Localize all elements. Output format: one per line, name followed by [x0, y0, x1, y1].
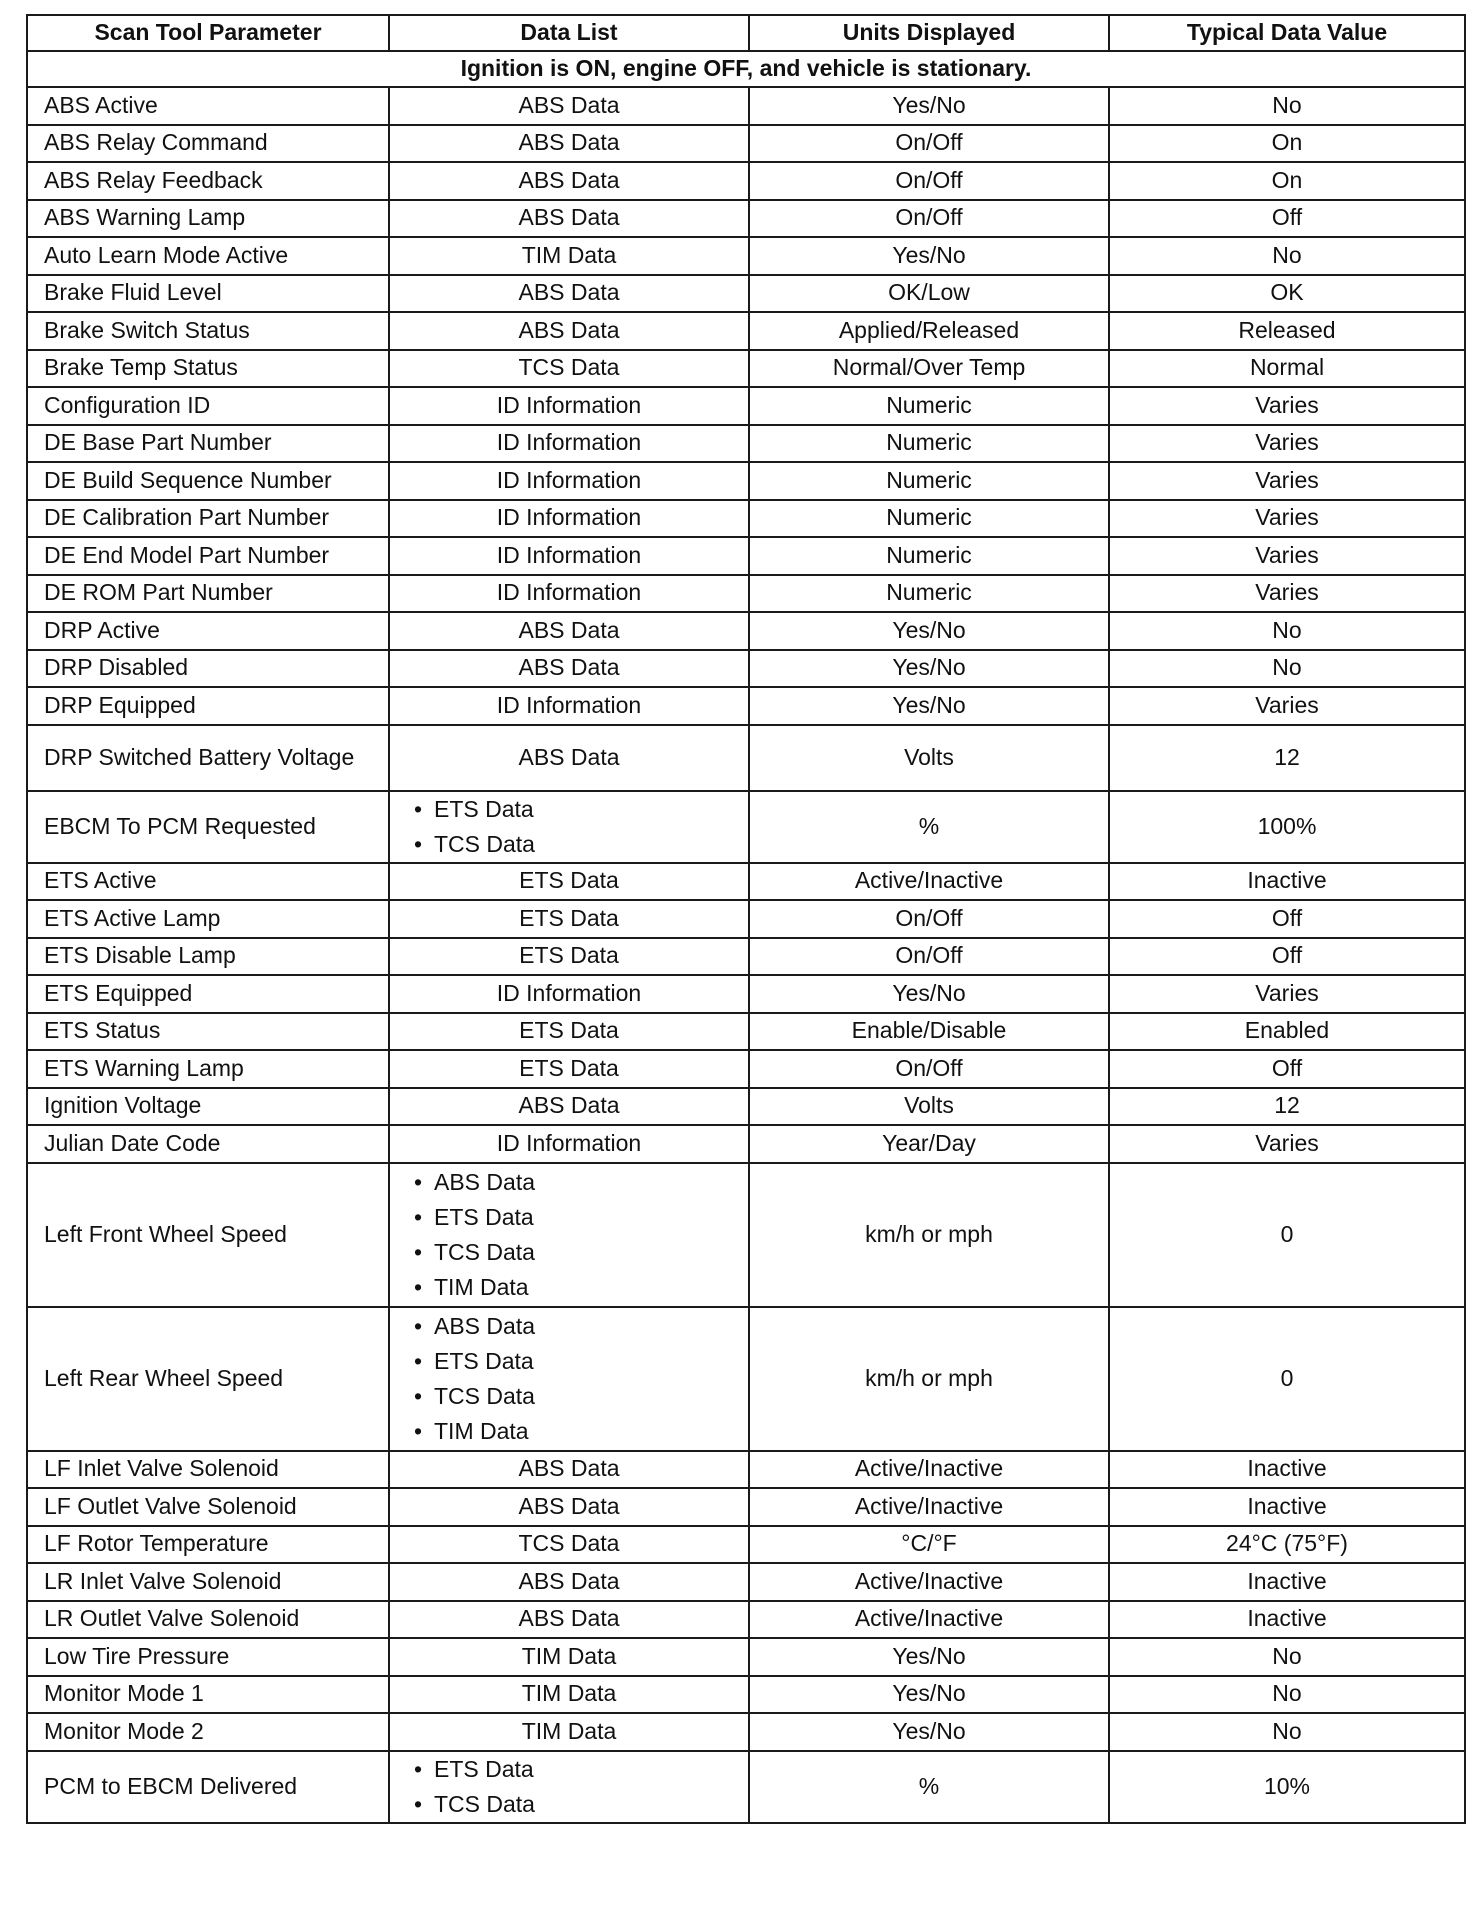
data-list-cell: [389, 1751, 749, 1823]
data-list: [412, 1752, 736, 1822]
typical-value-cell: Varies: [1109, 462, 1465, 500]
table-row: [27, 537, 1465, 575]
table-row: [27, 1451, 1465, 1489]
parameter-cell: ABS Relay Command: [27, 125, 389, 163]
typical-value-cell: No: [1109, 1638, 1465, 1676]
units-cell: %: [749, 1751, 1109, 1823]
table-row: [27, 863, 1465, 901]
table-row: [27, 725, 1465, 791]
parameter-cell: Brake Switch Status: [27, 312, 389, 350]
header-data-list: Data List: [389, 15, 749, 51]
table-row: [27, 1050, 1465, 1088]
data-list-cell: ABS Data: [389, 125, 749, 163]
data-list-item: • TCS Data: [412, 1235, 736, 1270]
data-list-cell: ID Information: [389, 537, 749, 575]
units-cell: Yes/No: [749, 975, 1109, 1013]
data-list-cell: TIM Data: [389, 237, 749, 275]
data-list-item: • ABS Data: [412, 1309, 736, 1344]
data-list-cell: ETS Data: [389, 1013, 749, 1051]
data-list-cell: TIM Data: [389, 1676, 749, 1714]
data-list-cell: TCS Data: [389, 1526, 749, 1564]
parameter-cell: Configuration ID: [27, 387, 389, 425]
typical-value-cell: Off: [1109, 200, 1465, 238]
typical-value-cell: Inactive: [1109, 1601, 1465, 1639]
units-cell: Year/Day: [749, 1125, 1109, 1163]
data-list-cell: [389, 1163, 749, 1307]
table-body: [27, 51, 1465, 1823]
data-list-item: • TCS Data: [412, 827, 736, 862]
units-cell: Active/Inactive: [749, 1601, 1109, 1639]
units-cell: Active/Inactive: [749, 1563, 1109, 1601]
data-list-cell: ID Information: [389, 425, 749, 463]
parameter-cell: LF Rotor Temperature: [27, 1526, 389, 1564]
parameter-cell: ABS Active: [27, 87, 389, 125]
parameter-cell: Monitor Mode 2: [27, 1713, 389, 1751]
units-cell: Yes/No: [749, 650, 1109, 688]
table-row: [27, 1563, 1465, 1601]
condition-text: Ignition is ON, engine OFF, and vehicle is stationary.: [27, 51, 1465, 87]
units-cell: Yes/No: [749, 1713, 1109, 1751]
data-list-cell: ID Information: [389, 462, 749, 500]
data-list-cell: ABS Data: [389, 1451, 749, 1489]
header-units-displayed: Units Displayed: [749, 15, 1109, 51]
data-list-cell: ETS Data: [389, 1050, 749, 1088]
typical-value-cell: 10%: [1109, 1751, 1465, 1823]
data-list-cell: ABS Data: [389, 1088, 749, 1126]
table-row: [27, 1163, 1465, 1307]
table-row: [27, 900, 1465, 938]
data-list-cell: ID Information: [389, 975, 749, 1013]
table-row: [27, 791, 1465, 863]
units-cell: Yes/No: [749, 612, 1109, 650]
table-row: [27, 612, 1465, 650]
data-list: [412, 1165, 736, 1305]
typical-value-cell: 0: [1109, 1307, 1465, 1451]
units-cell: Numeric: [749, 575, 1109, 613]
table-row: [27, 1125, 1465, 1163]
data-list: [412, 792, 736, 862]
parameter-cell: EBCM To PCM Requested: [27, 791, 389, 863]
typical-value-cell: Off: [1109, 1050, 1465, 1088]
typical-value-cell: Varies: [1109, 537, 1465, 575]
data-list-cell: ABS Data: [389, 1563, 749, 1601]
table-row: [27, 975, 1465, 1013]
data-list-item: • ETS Data: [412, 1344, 736, 1379]
units-cell: On/Off: [749, 938, 1109, 976]
table-row: [27, 1088, 1465, 1126]
table-row: [27, 938, 1465, 976]
parameter-cell: DE Build Sequence Number: [27, 462, 389, 500]
table-row: [27, 87, 1465, 125]
units-cell: km/h or mph: [749, 1163, 1109, 1307]
units-cell: Numeric: [749, 425, 1109, 463]
typical-value-cell: Varies: [1109, 425, 1465, 463]
units-cell: Numeric: [749, 387, 1109, 425]
units-cell: Volts: [749, 725, 1109, 791]
units-cell: Numeric: [749, 537, 1109, 575]
typical-value-cell: 100%: [1109, 791, 1465, 863]
typical-value-cell: No: [1109, 1713, 1465, 1751]
units-cell: Yes/No: [749, 87, 1109, 125]
data-list-cell: ETS Data: [389, 900, 749, 938]
data-list-cell: ETS Data: [389, 863, 749, 901]
parameter-cell: DRP Active: [27, 612, 389, 650]
table-row: [27, 650, 1465, 688]
typical-value-cell: No: [1109, 237, 1465, 275]
parameter-cell: LR Outlet Valve Solenoid: [27, 1601, 389, 1639]
units-cell: Active/Inactive: [749, 1488, 1109, 1526]
header-scan-tool-parameter: Scan Tool Parameter: [27, 15, 389, 51]
units-cell: km/h or mph: [749, 1307, 1109, 1451]
parameter-cell: Julian Date Code: [27, 1125, 389, 1163]
data-list-cell: ABS Data: [389, 1601, 749, 1639]
parameter-cell: DE Base Part Number: [27, 425, 389, 463]
data-list-cell: ABS Data: [389, 162, 749, 200]
units-cell: °C/°F: [749, 1526, 1109, 1564]
typical-value-cell: 24°C (75°F): [1109, 1526, 1465, 1564]
units-cell: Numeric: [749, 462, 1109, 500]
units-cell: Enable/Disable: [749, 1013, 1109, 1051]
units-cell: On/Off: [749, 1050, 1109, 1088]
typical-value-cell: No: [1109, 650, 1465, 688]
data-list: [412, 1309, 736, 1449]
data-list-cell: TCS Data: [389, 350, 749, 388]
data-list-item: • ETS Data: [412, 1200, 736, 1235]
data-list-item: • TCS Data: [412, 1379, 736, 1414]
typical-value-cell: Varies: [1109, 687, 1465, 725]
parameter-cell: DE Calibration Part Number: [27, 500, 389, 538]
parameter-cell: Low Tire Pressure: [27, 1638, 389, 1676]
typical-value-cell: Off: [1109, 900, 1465, 938]
data-list-cell: ABS Data: [389, 650, 749, 688]
data-list-cell: ID Information: [389, 687, 749, 725]
parameter-cell: DRP Equipped: [27, 687, 389, 725]
table-row: [27, 387, 1465, 425]
parameter-cell: ETS Status: [27, 1013, 389, 1051]
typical-value-cell: No: [1109, 1676, 1465, 1714]
data-list-item: • TCS Data: [412, 1787, 736, 1822]
typical-value-cell: No: [1109, 612, 1465, 650]
parameter-cell: DRP Disabled: [27, 650, 389, 688]
units-cell: On/Off: [749, 162, 1109, 200]
units-cell: Numeric: [749, 500, 1109, 538]
table-row: [27, 1638, 1465, 1676]
data-list-item: • ABS Data: [412, 1165, 736, 1200]
table-row: [27, 237, 1465, 275]
typical-value-cell: Off: [1109, 938, 1465, 976]
table-row: [27, 500, 1465, 538]
typical-value-cell: Inactive: [1109, 1488, 1465, 1526]
data-list-cell: ID Information: [389, 500, 749, 538]
typical-value-cell: On: [1109, 162, 1465, 200]
data-list-cell: [389, 1307, 749, 1451]
condition-row: [27, 51, 1465, 87]
scan-tool-data-table: [26, 14, 1466, 1824]
parameter-cell: DRP Switched Battery Voltage: [27, 725, 389, 791]
units-cell: %: [749, 791, 1109, 863]
data-list-cell: [389, 791, 749, 863]
typical-value-cell: Varies: [1109, 500, 1465, 538]
parameter-cell: Brake Fluid Level: [27, 275, 389, 313]
units-cell: Yes/No: [749, 237, 1109, 275]
table-header: [27, 15, 1465, 51]
table-row: [27, 425, 1465, 463]
data-list-cell: ABS Data: [389, 725, 749, 791]
header-typical-data-value: Typical Data Value: [1109, 15, 1465, 51]
table-row: [27, 200, 1465, 238]
parameter-cell: ETS Warning Lamp: [27, 1050, 389, 1088]
parameter-cell: LF Inlet Valve Solenoid: [27, 1451, 389, 1489]
units-cell: Applied/Released: [749, 312, 1109, 350]
units-cell: OK/Low: [749, 275, 1109, 313]
table-row: [27, 1013, 1465, 1051]
parameter-cell: DE End Model Part Number: [27, 537, 389, 575]
typical-value-cell: On: [1109, 125, 1465, 163]
units-cell: On/Off: [749, 125, 1109, 163]
units-cell: Yes/No: [749, 1638, 1109, 1676]
data-list-item: • ETS Data: [412, 1752, 736, 1787]
units-cell: Yes/No: [749, 1676, 1109, 1714]
table-row: [27, 1601, 1465, 1639]
table-row: [27, 1751, 1465, 1823]
parameter-cell: ETS Active Lamp: [27, 900, 389, 938]
parameter-cell: Ignition Voltage: [27, 1088, 389, 1126]
table-row: [27, 1307, 1465, 1451]
parameter-cell: DE ROM Part Number: [27, 575, 389, 613]
parameter-cell: ETS Equipped: [27, 975, 389, 1013]
data-list-cell: ABS Data: [389, 200, 749, 238]
table-row: [27, 1713, 1465, 1751]
parameter-cell: Brake Temp Status: [27, 350, 389, 388]
typical-value-cell: Varies: [1109, 575, 1465, 613]
data-list-cell: ID Information: [389, 387, 749, 425]
table-row: [27, 575, 1465, 613]
parameter-cell: PCM to EBCM Delivered: [27, 1751, 389, 1823]
typical-value-cell: Inactive: [1109, 1563, 1465, 1601]
units-cell: Active/Inactive: [749, 1451, 1109, 1489]
units-cell: On/Off: [749, 900, 1109, 938]
data-list-item: • TIM Data: [412, 1270, 736, 1305]
typical-value-cell: Released: [1109, 312, 1465, 350]
data-list-item: • TIM Data: [412, 1414, 736, 1449]
units-cell: On/Off: [749, 200, 1109, 238]
parameter-cell: Left Front Wheel Speed: [27, 1163, 389, 1307]
units-cell: Yes/No: [749, 687, 1109, 725]
typical-value-cell: Varies: [1109, 1125, 1465, 1163]
typical-value-cell: 0: [1109, 1163, 1465, 1307]
table-row: [27, 350, 1465, 388]
data-list-cell: TIM Data: [389, 1713, 749, 1751]
parameter-cell: LF Outlet Valve Solenoid: [27, 1488, 389, 1526]
typical-value-cell: OK: [1109, 275, 1465, 313]
table-row: [27, 687, 1465, 725]
table-row: [27, 275, 1465, 313]
parameter-cell: ABS Warning Lamp: [27, 200, 389, 238]
table-row: [27, 312, 1465, 350]
data-list-cell: ID Information: [389, 1125, 749, 1163]
parameter-cell: Left Rear Wheel Speed: [27, 1307, 389, 1451]
parameter-cell: ETS Disable Lamp: [27, 938, 389, 976]
table-row: [27, 1526, 1465, 1564]
header-row: [27, 15, 1465, 51]
typical-value-cell: Varies: [1109, 975, 1465, 1013]
data-list-item: • ETS Data: [412, 792, 736, 827]
typical-value-cell: Varies: [1109, 387, 1465, 425]
data-list-cell: ETS Data: [389, 938, 749, 976]
data-list-cell: ABS Data: [389, 612, 749, 650]
units-cell: Volts: [749, 1088, 1109, 1126]
data-list-cell: TIM Data: [389, 1638, 749, 1676]
parameter-cell: Auto Learn Mode Active: [27, 237, 389, 275]
typical-value-cell: 12: [1109, 725, 1465, 791]
typical-value-cell: Enabled: [1109, 1013, 1465, 1051]
typical-value-cell: Inactive: [1109, 863, 1465, 901]
table-row: [27, 1676, 1465, 1714]
table-row: [27, 162, 1465, 200]
parameter-cell: LR Inlet Valve Solenoid: [27, 1563, 389, 1601]
parameter-cell: Monitor Mode 1: [27, 1676, 389, 1714]
typical-value-cell: 12: [1109, 1088, 1465, 1126]
parameter-cell: ETS Active: [27, 863, 389, 901]
table-row: [27, 1488, 1465, 1526]
data-list-cell: ABS Data: [389, 87, 749, 125]
data-list-cell: ID Information: [389, 575, 749, 613]
parameter-cell: ABS Relay Feedback: [27, 162, 389, 200]
typical-value-cell: No: [1109, 87, 1465, 125]
data-list-cell: ABS Data: [389, 1488, 749, 1526]
typical-value-cell: Inactive: [1109, 1451, 1465, 1489]
typical-value-cell: Normal: [1109, 350, 1465, 388]
data-list-cell: ABS Data: [389, 312, 749, 350]
table-row: [27, 462, 1465, 500]
data-list-cell: ABS Data: [389, 275, 749, 313]
table-row: [27, 125, 1465, 163]
units-cell: Active/Inactive: [749, 863, 1109, 901]
units-cell: Normal/Over Temp: [749, 350, 1109, 388]
